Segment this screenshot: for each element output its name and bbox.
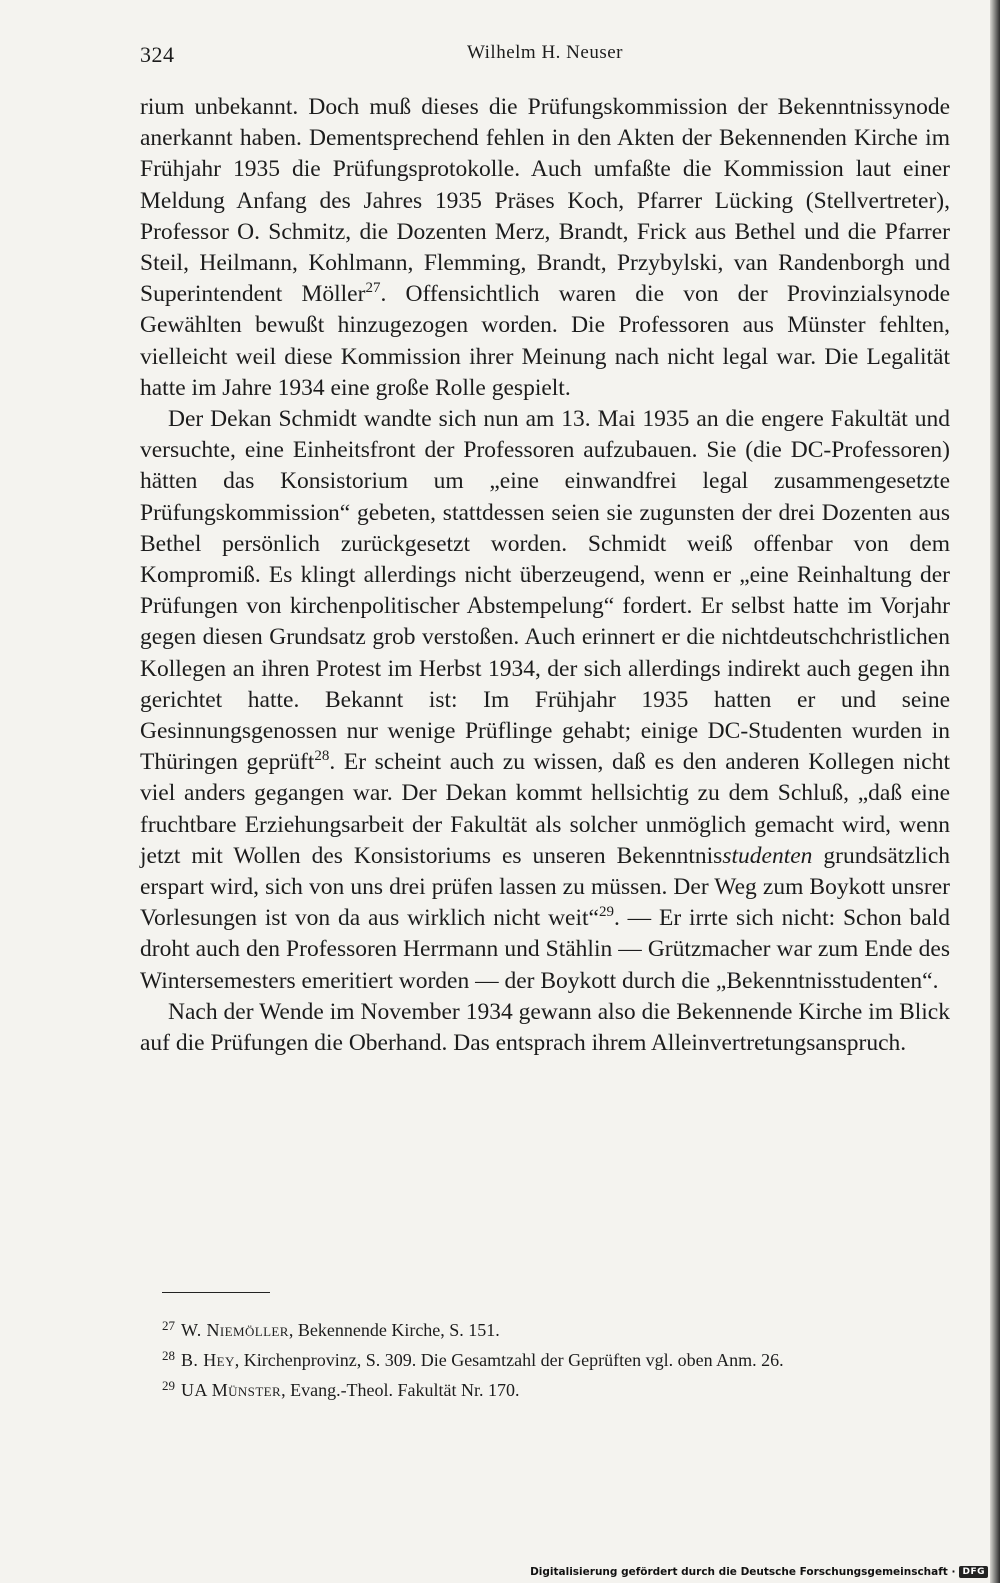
digitization-credit bbox=[530, 1566, 988, 1578]
footnote-ref-29[interactable]: 29 bbox=[598, 904, 614, 921]
body-text bbox=[140, 92, 950, 1059]
footnote-28: $^{28}$ B. Hey, Kirchenprovinz, S. 309. Die Gesamtzahl der Geprüften vgl. oben Anm. 26. bbox=[162, 1348, 784, 1370]
dfg-logo-icon: DFG bbox=[959, 1566, 988, 1578]
footnote-27: $^{27}$ W. Niemöller, Bekennende Kirche, S. 151. bbox=[162, 1318, 500, 1340]
paragraph-1: rium unbekannt. Doch muß dieses die Prüfungskommission der Bekenntnissynode anerkannt haben. Dementsprechend fehlen in den Akten der Bekennenden Kirche im Frühjahr 1935 die Prüfungsprotokolle. Auch umfaßte die Kommission laut einer Meldung Anfang des Jahres 1935 Präses Koch, Pfarrer Lücking (Stellvertreter), Professor O. Schmitz, die Dozenten Merz, Brandt, Frick aus Bethel und die Pfarrer Steil, Heilmann, Kohlmann, Flemming, Brandt, Przybylski, van Randenborgh und Superintendent Möller$^{27}$. Offensichtlich waren die von der Provinzialsynode Gewählten bewußt hinzugezogen worden. Die Professoren aus Münster fehlten, vielleicht weil diese Kommission ihrer Meinung nach nicht legal war. Die Legalität hatte im Jahre 1934 eine große Rolle gespielt. bbox=[140, 94, 951, 401]
credit-text: Digitalisierung gefördert durch die Deutsche Forschungsgemeinschaft · bbox=[530, 1566, 956, 1578]
page-header bbox=[140, 42, 950, 72]
footnote-author: W. Niemöller bbox=[181, 1320, 289, 1340]
page-number: 324 bbox=[140, 42, 175, 67]
emphasis-studenten: studenten bbox=[722, 842, 813, 869]
paragraph-2: Der Dekan Schmidt wandte sich nun am 13. Mai 1935 an die engere Fakultät und versuchte, eine Einheitsfront der Professoren aufzubauen. Sie (die DC-Professoren) hätten das Konsistorium um „eine einwandfrei legal zusammengesetzte Prüfungskommission“ gebeten, stattdessen seien sie zugunsten der drei Dozenten aus Bethel persönlich zurückgesetzt worden. Schmidt weiß offenbar von dem Kompromiß. Es klingt allerdings nicht überzeugend, wenn er „eine Reinhaltung der Prüfungen von kirchenpolitischer Abstempelung“ fordert. Er selbst hatte im Vorjahr gegen diesen Grundsatz grob verstoßen. Auch erinnert er die nichtdeutschchristlichen Kollegen an ihren Protest im Herbst 1934, der sich allerdings indirekt auch gegen ihn gerichtet hatte. Bekannt ist: Im Frühjahr 1935 hatten er und seine Gesinnungsgenossen nur wenige Prüflinge gehabt; einige DC-Studenten wurden in Thüringen geprüft$^{28}$. Er scheint auch zu wissen, daß es den anderen Kollegen nicht viel anders gegangen war. Der Dekan kommt hellsichtig zu dem Schluß, „daß eine fruchtbare Erziehungsarbeit der Fakultät als solcher unmöglich gemacht wird, wenn jetzt mit Wollen des Konsistoriums es unseren Bekenntnisstudenten grundsätzlich erspart wird, sich von uns drei prüfen lassen zu müssen. Der Weg zum Boykott unsrer Vorlesungen ist von da aus wirklich nicht weit“$^{29}$. — Er irrte sich nicht: Schon bald droht auch den Professoren Herrmann und Stählin — Grützmacher war zum Ende des Wintersemesters emeritiert worden — der Boykott durch die „Bekenntnisstudenten“. bbox=[140, 406, 951, 994]
footnote-ref-27[interactable]: 27 bbox=[365, 280, 381, 297]
footnote-divider bbox=[162, 1292, 270, 1293]
footnote-author: B. Hey bbox=[181, 1350, 235, 1370]
footnote-ref-28[interactable]: 28 bbox=[314, 748, 330, 765]
page-edge-shadow bbox=[990, 0, 1000, 1583]
footnote-29: $^{29}$ UA Münster, Evang.-Theol. Fakultät Nr. 170. bbox=[162, 1378, 520, 1400]
running-head: Wilhelm H. Neuser bbox=[466, 42, 623, 63]
paragraph-3: Nach der Wende im November 1934 gewann also die Bekennende Kirche im Blick auf die Prüfungen die Oberhand. Das entsprach ihrem Alleinvertretungsanspruch. bbox=[140, 998, 950, 1057]
footnote-author: UA Münster bbox=[181, 1380, 282, 1400]
footnotes bbox=[162, 1313, 952, 1403]
